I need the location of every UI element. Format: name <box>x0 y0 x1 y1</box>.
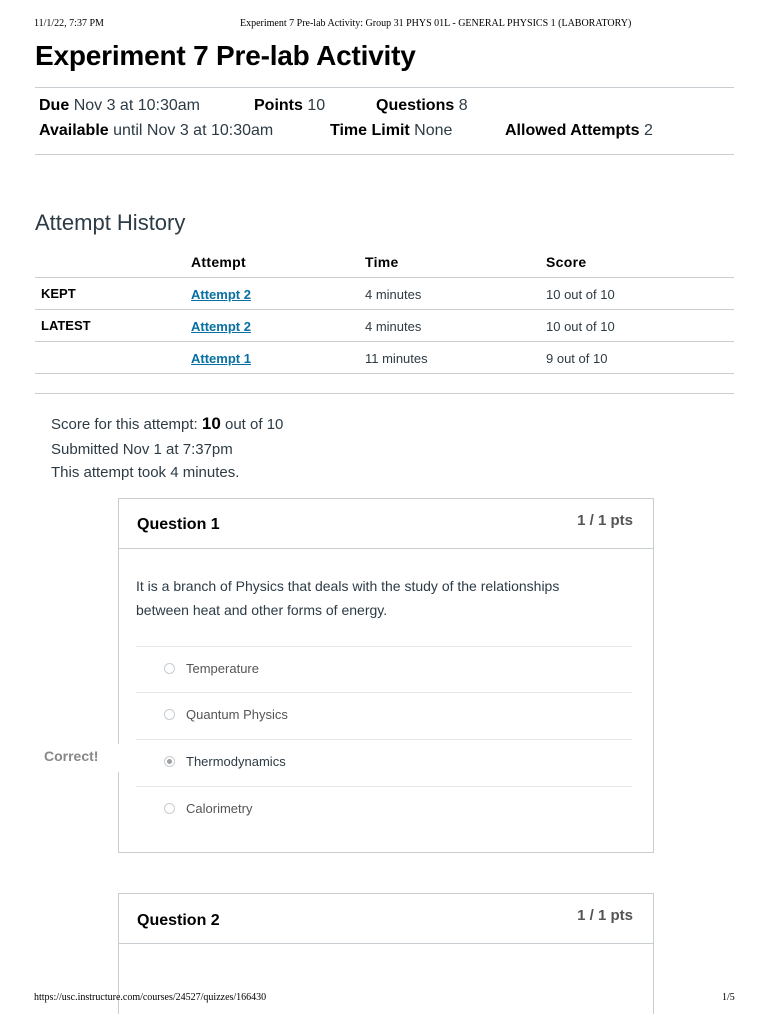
attempt-duration: This attempt took 4 minutes. <box>51 464 240 481</box>
radio-button[interactable] <box>164 709 175 720</box>
time-limit-info <box>330 122 452 140</box>
question-header <box>119 499 653 549</box>
answer-label: Thermodynamics <box>186 754 286 769</box>
time-limit-value: None <box>414 122 453 139</box>
points-value: 10 <box>307 97 326 114</box>
correct-feedback-badge <box>0 744 120 772</box>
attempt-link[interactable]: Attempt 2 <box>191 319 251 334</box>
answer-option[interactable] <box>136 786 632 833</box>
questions-value: 8 <box>458 97 468 114</box>
attempt-time: 11 minutes <box>365 351 428 366</box>
points-info <box>254 97 325 115</box>
available-value: until Nov 3 at 10:30am <box>113 122 274 139</box>
question-points: 1 / 1 pts <box>577 512 633 529</box>
submitted-time: Submitted Nov 1 at 7:37pm <box>51 441 233 458</box>
column-header-attempt: Attempt <box>191 254 246 270</box>
due-info <box>39 97 200 115</box>
row-label: KEPT <box>41 286 76 301</box>
answer-option[interactable] <box>136 646 632 693</box>
correct-feedback-text: Correct! <box>44 748 99 764</box>
print-doc-title: Experiment 7 Pre-lab Activity: Group 31 PHYS 01L - GENERAL PHYSICS 1 (LABORATORY) <box>240 18 632 29</box>
divider <box>35 87 734 88</box>
score-suffix: out of 10 <box>225 416 284 433</box>
due-value: Nov 3 at 10:30am <box>73 97 200 114</box>
available-info <box>39 122 273 140</box>
table-divider <box>35 373 734 374</box>
attempt-link[interactable]: Attempt 2 <box>191 287 251 302</box>
score-value: 10 <box>201 414 221 433</box>
attempt-score: 9 out of 10 <box>546 351 608 366</box>
attempt-score: 10 out of 10 <box>546 319 615 334</box>
print-datetime: 11/1/22, 7:37 PM <box>34 18 104 29</box>
answer-option-selected[interactable] <box>136 739 632 786</box>
radio-button[interactable] <box>164 803 175 814</box>
column-header-score: Score <box>546 254 587 270</box>
question-text: It is a branch of Physics that deals with the study of the relationships between heat and other forms of energy. <box>136 578 560 618</box>
radio-button-selected[interactable] <box>164 756 175 767</box>
attempts-info <box>505 122 653 140</box>
attempts-value: 2 <box>643 122 653 139</box>
answer-label: Temperature <box>186 661 259 676</box>
answer-label: Calorimetry <box>186 801 253 816</box>
table-divider <box>35 277 734 278</box>
attempts-label: Allowed Attempts <box>505 122 640 139</box>
divider <box>35 393 734 394</box>
question-points: 1 / 1 pts <box>577 907 633 924</box>
question-title: Question 1 <box>137 516 220 533</box>
table-divider <box>35 309 734 310</box>
print-url: https://usc.instructure.com/courses/24527/quizzes/166430 <box>34 992 267 1003</box>
attempt-link[interactable]: Attempt 1 <box>191 351 251 366</box>
questions-info <box>376 97 468 115</box>
due-label: Due <box>39 97 70 114</box>
score-for-attempt <box>51 414 283 434</box>
attempt-history-title: Attempt History <box>35 210 186 235</box>
attempt-score: 10 out of 10 <box>546 287 615 302</box>
print-page-number: 1/5 <box>722 992 735 1003</box>
attempt-time: 4 minutes <box>365 319 422 334</box>
radio-button[interactable] <box>164 663 175 674</box>
time-limit-label: Time Limit <box>330 122 410 139</box>
column-header-time: Time <box>365 254 399 270</box>
score-prefix: Score for this attempt: <box>51 416 198 433</box>
divider <box>35 154 734 155</box>
table-divider <box>35 341 734 342</box>
answer-label: Quantum Physics <box>186 707 288 722</box>
available-label: Available <box>39 122 109 139</box>
questions-label: Questions <box>376 97 455 114</box>
row-label: LATEST <box>41 318 91 333</box>
question-header <box>119 894 653 944</box>
question-title: Question 2 <box>137 912 220 929</box>
attempt-time: 4 minutes <box>365 287 422 302</box>
answer-option[interactable] <box>136 692 632 739</box>
points-label: Points <box>254 97 303 114</box>
quiz-title: Experiment 7 Pre-lab Activity <box>35 40 416 71</box>
